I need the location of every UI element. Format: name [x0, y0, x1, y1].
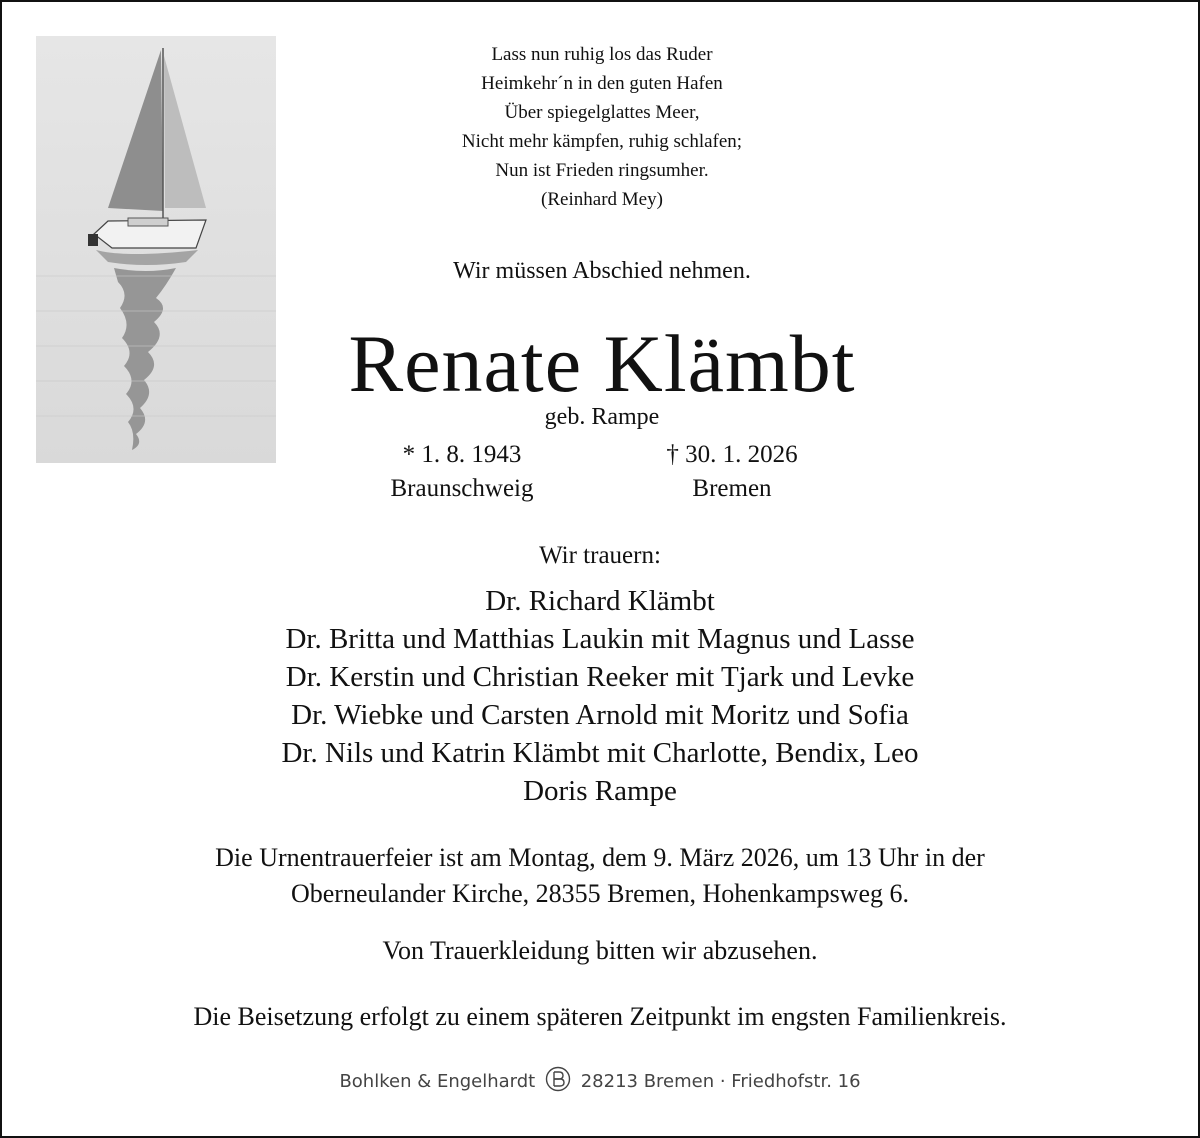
birth-date: * 1. 8. 1943 — [402, 441, 522, 468]
death-date: † 30. 1. 2026 — [666, 441, 798, 468]
poem-line: Lass nun ruhig los das Ruder — [491, 44, 713, 65]
be-monogram-icon — [545, 1066, 571, 1097]
birth-info — [332, 438, 592, 506]
poem-line: Nicht mehr kämpfen, ruhig schlafen; — [461, 131, 743, 152]
funeral-home-footer — [2, 1066, 1198, 1097]
mourner: Doris Rampe — [523, 775, 677, 807]
mourner: Dr. Nils und Katrin Klämbt mit Charlotte, Bendix, Leo — [281, 737, 919, 769]
birth-name: geb. Rampe — [544, 404, 660, 430]
funeral-home-name: Bohlken & Engelhardt — [339, 1071, 536, 1092]
poem — [302, 40, 902, 214]
service-line: Oberneulander Kirche, 28355 Bremen, Hohenkampsweg 6. — [290, 879, 910, 908]
deceased-name: Renate Klämbt — [348, 318, 856, 409]
funeral-home-address: 28213 Bremen · Friedhofstr. 16 — [580, 1071, 861, 1092]
burial-note: Die Beisetzung erfolgt zu einem späteren Zeitpunkt im engsten Familienkreis. — [193, 1002, 1007, 1031]
farewell-text: Wir müssen Abschied nehmen. — [453, 258, 751, 284]
poem-line: Nun ist Frieden ringsumher. — [495, 160, 709, 181]
poem-author: (Reinhard Mey) — [541, 189, 663, 210]
mourner: Dr. Britta und Matthias Laukin mit Magnus und Lasse — [285, 623, 915, 655]
mourners-heading: Wir trauern: — [539, 542, 661, 569]
death-info — [602, 438, 862, 506]
mourners-list — [2, 582, 1198, 810]
service-line: Die Urnentrauerfeier ist am Montag, dem 9. März 2026, um 13 Uhr in der — [215, 843, 985, 872]
service-details — [2, 840, 1198, 912]
poem-line: Heimkehr´n in den guten Hafen — [481, 73, 723, 94]
mourner: Dr. Wiebke und Carsten Arnold mit Moritz und Sofia — [291, 699, 909, 731]
death-place: Bremen — [692, 475, 772, 502]
mourner: Dr. Kerstin und Christian Reeker mit Tjark und Levke — [285, 661, 915, 693]
birth-place: Braunschweig — [390, 475, 534, 502]
poem-line: Über spiegelglattes Meer, — [504, 102, 700, 123]
clothing-note: Von Trauerkleidung bitten wir abzusehen. — [382, 936, 818, 965]
sailboat-photo — [36, 36, 276, 463]
mourner: Dr. Richard Klämbt — [485, 585, 715, 617]
